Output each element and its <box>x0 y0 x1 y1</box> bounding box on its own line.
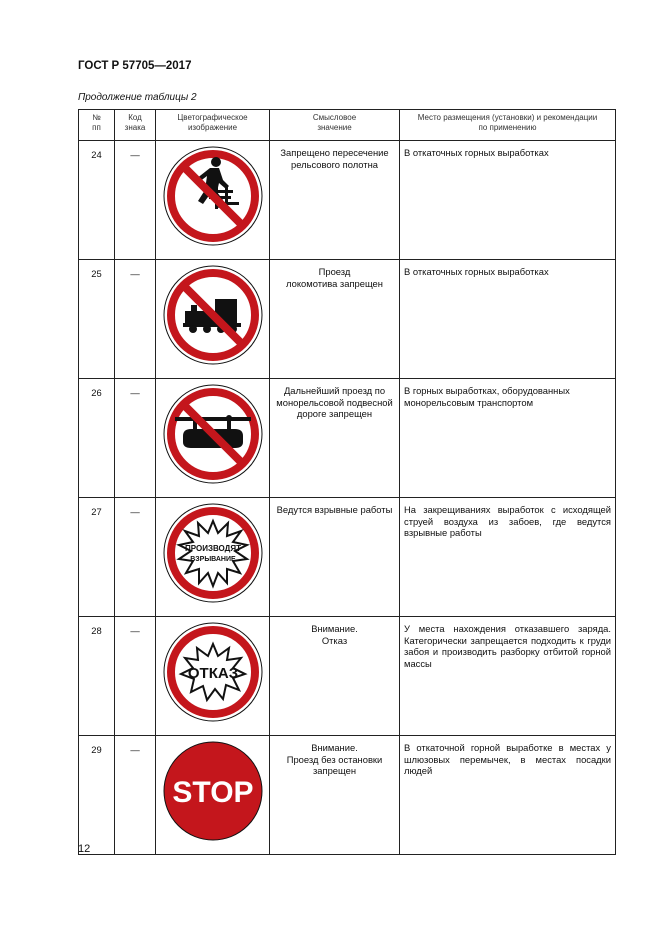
row-image-cell <box>156 379 270 498</box>
row-number: 25 <box>79 260 115 379</box>
row-image-cell <box>156 498 270 617</box>
row-meaning: Запрещено пересечение рельсового полотна <box>270 141 400 260</box>
row-meaning: Проезд локомотива запрещен <box>270 260 400 379</box>
row-code: — <box>115 141 156 260</box>
row-code: — <box>115 260 156 379</box>
table-continuation-caption: Продолжение таблицы 2 <box>78 92 197 103</box>
no-rail-crossing-sign-icon <box>163 146 263 246</box>
header-code: Код знака <box>115 110 156 141</box>
table-row <box>79 379 616 498</box>
stop-sign-text: STOP <box>171 776 254 809</box>
table-row <box>79 141 616 260</box>
row-code: — <box>115 617 156 736</box>
row-number: 29 <box>79 736 115 855</box>
row-image-cell <box>156 260 270 379</box>
row-number: 24 <box>79 141 115 260</box>
header-num: № пп <box>79 110 115 141</box>
blasting-sign-text-2: ВЗРЫВАНИЕ <box>189 556 236 563</box>
row-meaning: Ведутся взрывные работы <box>270 498 400 617</box>
blasting-sign-icon <box>163 503 263 603</box>
row-image-cell <box>156 736 270 855</box>
row-meaning: Дальнейший проезд по монорельсовой подвесной дороге запрещен <box>270 379 400 498</box>
row-meaning: Внимание. Проезд без остановки запрещен <box>270 736 400 855</box>
header-place: Место размещения (установки) и рекомендации по применению <box>400 110 616 141</box>
header-image: Цветографическое изображение <box>156 110 270 141</box>
document-title: ГОСТ Р 57705—2017 <box>78 60 192 72</box>
row-place: В откаточных горных выработках <box>400 141 616 260</box>
table-row <box>79 498 616 617</box>
row-meaning: Внимание. Отказ <box>270 617 400 736</box>
table-row <box>79 260 616 379</box>
row-number: 28 <box>79 617 115 736</box>
no-monorail-sign-icon <box>163 384 263 484</box>
misfire-sign-icon <box>163 622 263 722</box>
table-row <box>79 736 616 855</box>
stop-sign-icon <box>163 741 263 841</box>
row-code: — <box>115 379 156 498</box>
row-number: 26 <box>79 379 115 498</box>
misfire-sign-text: ОТКАЗ <box>187 665 238 682</box>
row-place: На закрещиваниях выработок с исходящей струей воздуха из забоев, где ведутся взрывные работы <box>400 498 616 617</box>
row-image-cell <box>156 617 270 736</box>
blasting-sign-text-1: ПРОИЗВОДЯТ <box>184 544 241 553</box>
header-meaning: Смысловое значение <box>270 110 400 141</box>
no-locomotive-sign-icon <box>163 265 263 365</box>
table-header-row <box>79 110 616 141</box>
row-number: 27 <box>79 498 115 617</box>
row-code: — <box>115 736 156 855</box>
row-place: В откаточной горной выработке в местах у шлюзовых перемычек, в местах посадки людей <box>400 736 616 855</box>
row-image-cell <box>156 141 270 260</box>
row-place: У места нахождения отказавшего заряда. Категорически запрещается подходить к груди забоя и производить разборку отбитой горной массы <box>400 617 616 736</box>
table-row <box>79 617 616 736</box>
row-place: В горных выработках, оборудованных монорельсовым транспортом <box>400 379 616 498</box>
row-code: — <box>115 498 156 617</box>
row-place: В откаточных горных выработках <box>400 260 616 379</box>
page-number: 12 <box>78 843 91 855</box>
signs-table <box>78 109 616 855</box>
